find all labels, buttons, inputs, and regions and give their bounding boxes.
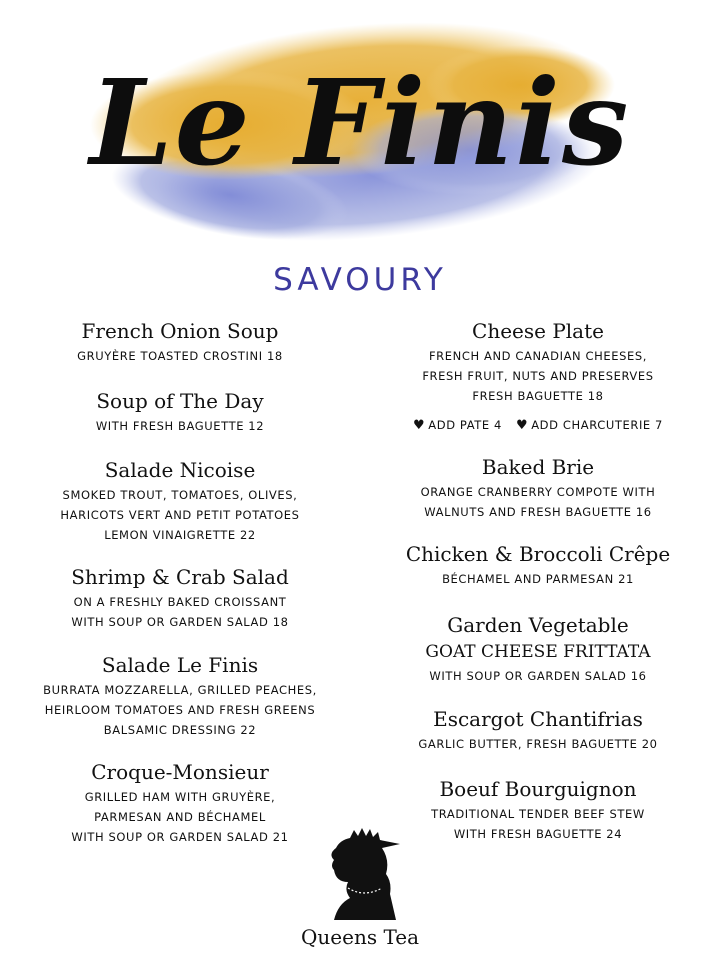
item-subtitle: GOAT CHEESE FRITTATA — [425, 642, 651, 662]
item-description: WITH SOUP OR GARDEN SALAD 21 — [71, 830, 289, 844]
menu-item — [10, 757, 350, 847]
item-name: Salade Nicoise — [104, 458, 256, 482]
menu-item — [10, 650, 350, 740]
item-name: Chicken & Broccoli Crêpe — [405, 542, 671, 566]
item-name: Boeuf Bourguignon — [439, 777, 637, 801]
addon-label: ADD PATE 4 — [428, 418, 502, 432]
item-name: Salade Le Finis — [101, 653, 259, 677]
item-name: Croque-Monsieur — [91, 760, 269, 784]
brand-header — [0, 0, 720, 265]
item-name: Shrimp & Crab Salad — [71, 565, 289, 589]
menu-item — [368, 610, 708, 686]
queen-silhouette-logo — [320, 826, 410, 921]
item-description: GARLIC BUTTER, FRESH BAGUETTE 20 — [418, 737, 658, 751]
item-description: TRADITIONAL TENDER BEEF STEW — [431, 807, 645, 821]
item-description: LEMON VINAIGRETTE 22 — [104, 528, 256, 542]
menu-item — [368, 704, 708, 754]
menu-item — [10, 455, 350, 545]
item-name: Soup of The Day — [96, 389, 264, 413]
menu-item — [368, 452, 708, 522]
item-description: HARICOTS VERT AND PETIT POTATOES — [60, 508, 300, 522]
item-description: BURRATA MOZZARELLA, GRILLED PEACHES, — [43, 683, 317, 697]
item-name: Garden Vegetable — [447, 613, 629, 637]
item-description: WITH SOUP OR GARDEN SALAD 16 — [429, 669, 647, 683]
item-description: ORANGE CRANBERRY COMPOTE WITH — [420, 485, 656, 499]
menu-item — [368, 316, 708, 406]
addon-label: ADD CHARCUTERIE 7 — [531, 418, 663, 432]
menu-item — [368, 774, 708, 844]
addon-row — [368, 415, 708, 436]
heart-icon: ♥ — [515, 418, 529, 433]
menu-item — [10, 386, 350, 436]
item-description: GRUYÈRE TOASTED CROSTINI 18 — [77, 349, 283, 363]
item-description: BALSAMIC DRESSING 22 — [103, 723, 257, 737]
item-description: FRESH FRUIT, NUTS AND PRESERVES — [422, 369, 654, 383]
item-description: WITH FRESH BAGUETTE 12 — [95, 419, 265, 433]
heart-icon: ♥ — [413, 418, 426, 433]
item-description: WITH FRESH BAGUETTE 24 — [453, 827, 623, 841]
menu-item — [368, 539, 708, 589]
item-description: WITH SOUP OR GARDEN SALAD 18 — [71, 615, 289, 629]
menu-item — [10, 316, 350, 366]
brand-title: Le Finis — [89, 53, 631, 192]
item-description: WALNUTS AND FRESH BAGUETTE 16 — [424, 505, 652, 519]
item-description: ON A FRESHLY BAKED CROISSANT — [73, 595, 287, 609]
item-description: HEIRLOOM TOMATOES AND FRESH GREENS — [44, 703, 316, 717]
footer-brand-text: Queens Tea — [301, 925, 419, 949]
item-description: SMOKED TROUT, TOMATOES, OLIVES, — [62, 488, 298, 502]
item-description: GRILLED HAM WITH GRUYÈRE, — [84, 790, 276, 804]
item-name: Baked Brie — [481, 455, 595, 479]
item-name: Cheese Plate — [472, 319, 604, 343]
item-name: Escargot Chantifrias — [433, 707, 643, 731]
menu-item — [10, 562, 350, 632]
item-description: BÉCHAMEL AND PARMESAN 21 — [442, 572, 634, 586]
item-description: FRENCH AND CANADIAN CHEESES, — [428, 349, 648, 363]
item-description: FRESH BAGUETTE 18 — [472, 389, 604, 403]
item-description: PARMESAN AND BÉCHAMEL — [94, 810, 266, 824]
section-title: SAVOURY — [273, 262, 447, 298]
item-name: French Onion Soup — [81, 319, 279, 343]
